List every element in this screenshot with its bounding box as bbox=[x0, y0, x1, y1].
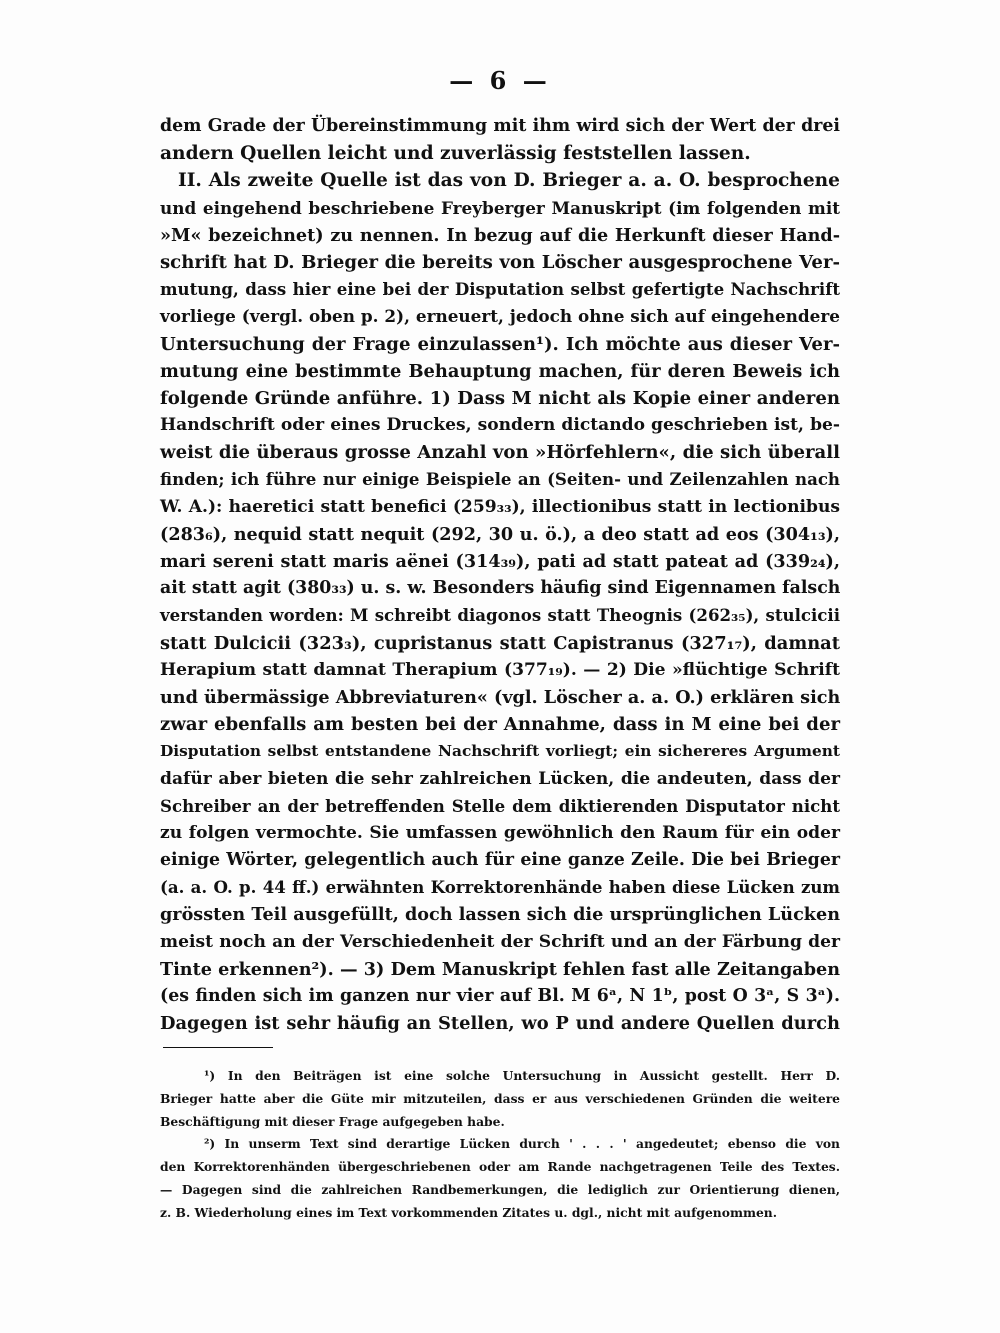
main-text bbox=[160, 113, 840, 1037]
text-line: vorliege (vergl. oben p. 2), erneuert, jedoch ohne sich auf eingehendere bbox=[160, 306, 840, 327]
text-line: Schreiber an der betreffenden Stelle dem diktierenden Disputator nicht bbox=[160, 795, 840, 816]
text-line: mutung eine bestimmte Behauptung machen, für deren Beweis ich bbox=[160, 360, 840, 382]
text-line: und übermässige Abbreviaturen« (vgl. Löscher a. a. O.) erklären sich bbox=[160, 686, 841, 708]
text-line: schrift hat D. Brieger die bereits von Löscher ausgesprochene Ver- bbox=[160, 251, 840, 273]
text-line: verstanden worden: M schreibt diagonos statt Theognis (262₃₅), stulcicii bbox=[160, 605, 840, 626]
text-line: dem Grade der Übereinstimmung mit ihm wird sich der Wert der drei bbox=[160, 116, 840, 136]
text-line: Disputation selbst entstandene Nachschrift vorliegt; ein sichereres Argument bbox=[160, 742, 840, 761]
text-line: W. A.): haeretici statt benefici (259₃₃), illectionibus statt in lectionibus bbox=[160, 496, 840, 517]
footnote-line: Beschäftigung mit dieser Frage aufgegeben habe. bbox=[160, 1113, 505, 1129]
text-line: zu folgen vermochte. Sie umfassen gewöhnlich den Raum für ein oder bbox=[160, 822, 840, 843]
footnote-line: Brieger hatte aber die Güte mir mitzuteilen, dass er aus verschiedenen Gründen die weitere bbox=[160, 1090, 840, 1106]
text-line: finden; ich führe nur einige Beispiele an (Seiten- und Zeilenzahlen nach bbox=[160, 469, 840, 490]
text-line: einige Wörter, gelegentlich auch für eine ganze Zeile. Die bei Brieger bbox=[160, 850, 840, 871]
text-line: zwar ebenfalls am besten bei der Annahme, dass in M eine bei der bbox=[160, 714, 840, 736]
text-line: Untersuchung der Frage einzulassen¹). Ich möchte aus dieser Ver- bbox=[160, 333, 840, 355]
footnotes bbox=[160, 1065, 840, 1225]
text-line: andern Quellen leicht und zuverlässig feststellen lassen. bbox=[160, 143, 751, 165]
text-line: (a. a. O. p. 44 ff.) erwähnten Korrektorenhände haben diese Lücken zum bbox=[160, 877, 840, 898]
text-line: mari sereni statt maris aënei (314₃₉), pati ad statt pateat ad (339₂₄), bbox=[160, 551, 840, 572]
text-line: Dagegen ist sehr häufig an Stellen, wo P und andere Quellen durch bbox=[160, 1013, 840, 1035]
text-line: statt Dulcicii (323₃), cupristanus statt Capistranus (327₁₇), damnat bbox=[160, 632, 840, 654]
text-line: Herapium statt damnat Therapium (377₁₉). — 2) Die »flüchtige Schrift bbox=[160, 659, 840, 680]
text-line: II. Als zweite Quelle ist das von D. Brieger a. a. O. besprochene bbox=[178, 170, 840, 192]
text-line: (283₆), nequid statt nequit (292, 30 u. ö.), a deo statt ad eos (304₁₃), bbox=[160, 523, 840, 545]
text-line: folgende Gründe anführe. 1) Dass M nicht als Kopie einer anderen bbox=[160, 387, 840, 409]
footnote-line: ¹) In den Beiträgen ist eine solche Untersuchung in Aussicht gestellt. Herr D. bbox=[204, 1068, 840, 1083]
text-line: grössten Teil ausgefüllt, doch lassen sich die ursprünglichen Lücken bbox=[160, 904, 840, 926]
text-line: Handschrift oder eines Druckes, sondern dictando geschrieben ist, be- bbox=[160, 415, 840, 436]
text-line: Tinte erkennen²). — 3) Dem Manuskript fehlen fast alle Zeitangaben bbox=[160, 958, 840, 980]
footnote-line: ²) In unserm Text sind derartige Lücken durch ' . . . ' angedeutet; ebenso die von bbox=[204, 1136, 840, 1152]
text-line: und eingehend beschriebene Freyberger Manuskript (im folgenden mit bbox=[160, 197, 840, 218]
footnote-line: — Dagegen sind die zahlreichen Randbemerkungen, die lediglich zur Orientierung dienen, bbox=[160, 1181, 840, 1197]
footnote-divider bbox=[163, 1047, 273, 1048]
text-line: (es finden sich im ganzen nur vier auf Bl. M 6ᵃ, N 1ᵇ, post O 3ᵃ, S 3ᵃ). bbox=[160, 986, 840, 1006]
text-line: weist die überaus grosse Anzahl von »Hörfehlern«, die sich überall bbox=[160, 442, 840, 464]
page-number: — 6 — bbox=[449, 66, 551, 95]
text-line: meist noch an der Verschiedenheit der Schrift und an der Färbung der bbox=[160, 931, 840, 952]
text-line: dafür aber bieten die sehr zahlreichen Lücken, die andeuten, dass der bbox=[160, 768, 840, 789]
text-line: »M« bezeichnet) zu nennen. In bezug auf die Herkunft dieser Hand- bbox=[160, 224, 840, 246]
footnote-line: den Korrektorenhänden übergeschriebenen oder am Rande nachgetragenen Teile des Textes. bbox=[160, 1159, 840, 1175]
text-line: ait statt agit (380₃₃) u. s. w. Besonders häufig sind Eigennamen falsch bbox=[160, 578, 841, 599]
footnote-line: z. B. Wiederholung eines im Text vorkommenden Zitates u. dgl., nicht mit aufgenommen. bbox=[160, 1204, 778, 1220]
text-line: mutung, dass hier eine bei der Disputation selbst gefertigte Nachschrift bbox=[160, 279, 840, 300]
